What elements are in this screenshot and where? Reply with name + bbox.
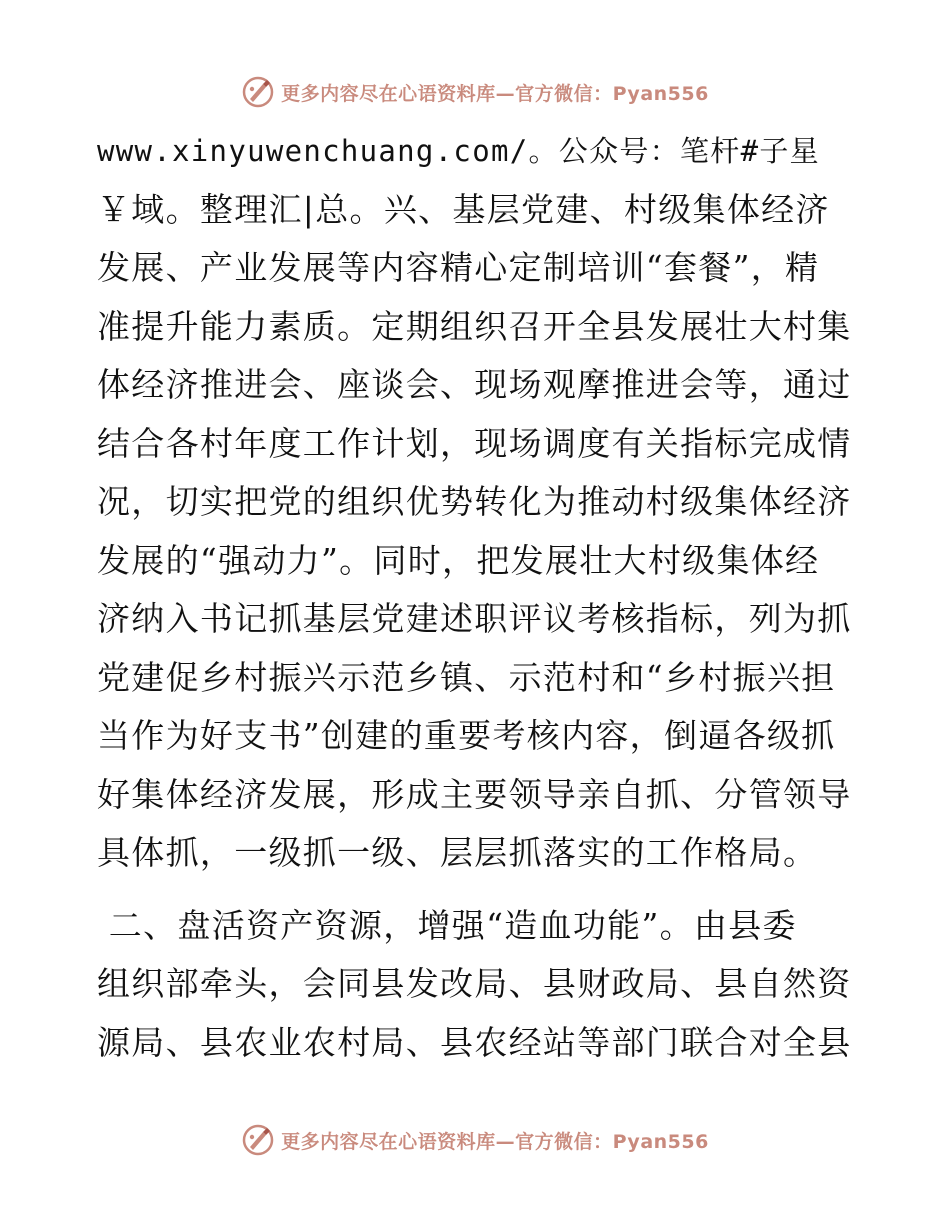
text-line: ￥域。整理汇|总。兴、基层党建、村级集体经济 [97,189,830,229]
text-line: 况，切实把党的组织优势转化为推动村级集体经济 [97,482,852,521]
footer-banner [0,1120,950,1160]
text-line: 组织部牵头，会同县发改局、县财政局、县自然资 [97,964,852,1003]
paragraph-2 [97,897,857,1073]
text-line: 二、盘活资产资源，增强“造血功能”。由县委 [97,905,797,945]
rabbit-pen-logo-icon [241,75,275,109]
rabbit-pen-logo-icon [241,1123,275,1157]
text-line: 济纳入书记抓基层党建述职评议考核指标，列为抓 [97,599,852,638]
text-line: 体经济推进会、座谈会、现场观摩推进会等，通过 [97,365,852,404]
text-line: 当作为好支书”创建的重要考核内容，倒逼各级抓 [97,716,836,755]
text-line: www.xinyuwenchuang.com/。公众号：笔杆#子星 [97,134,820,168]
text-line: 党建促乡村振兴示范乡镇、示范村和“乡村振兴担 [97,657,836,697]
text-line: 结合各村年度工作计划，现场调度有关指标完成情 [97,423,852,463]
paragraph-gap [97,883,857,897]
text-line: 源局、县农业农村局、县农经站等部门联合对全县 [97,1022,852,1062]
text-line: 发展、产业发展等内容精心定制培训“套餐”，精 [97,248,820,287]
text-line: 具体抓，一级抓一级、层层抓落实的工作格局。 [97,833,818,872]
text-line: 准提升能力素质。定期组织召开全县发展壮大村集 [97,306,852,346]
text-line: 发展的“强动力”。同时，把发展壮大村级集体经 [97,540,820,580]
header-banner [0,72,950,112]
text-line: 好集体经济发展，形成主要领导亲自抓、分管领导 [97,774,852,814]
header-banner-text: 更多内容尽在心语资料库—官方微信：Pyan556 [281,82,709,105]
paragraph-1 [97,122,857,883]
document-body [97,122,857,1072]
footer-banner-text: 更多内容尽在心语资料库—官方微信：Pyan556 [281,1130,709,1153]
